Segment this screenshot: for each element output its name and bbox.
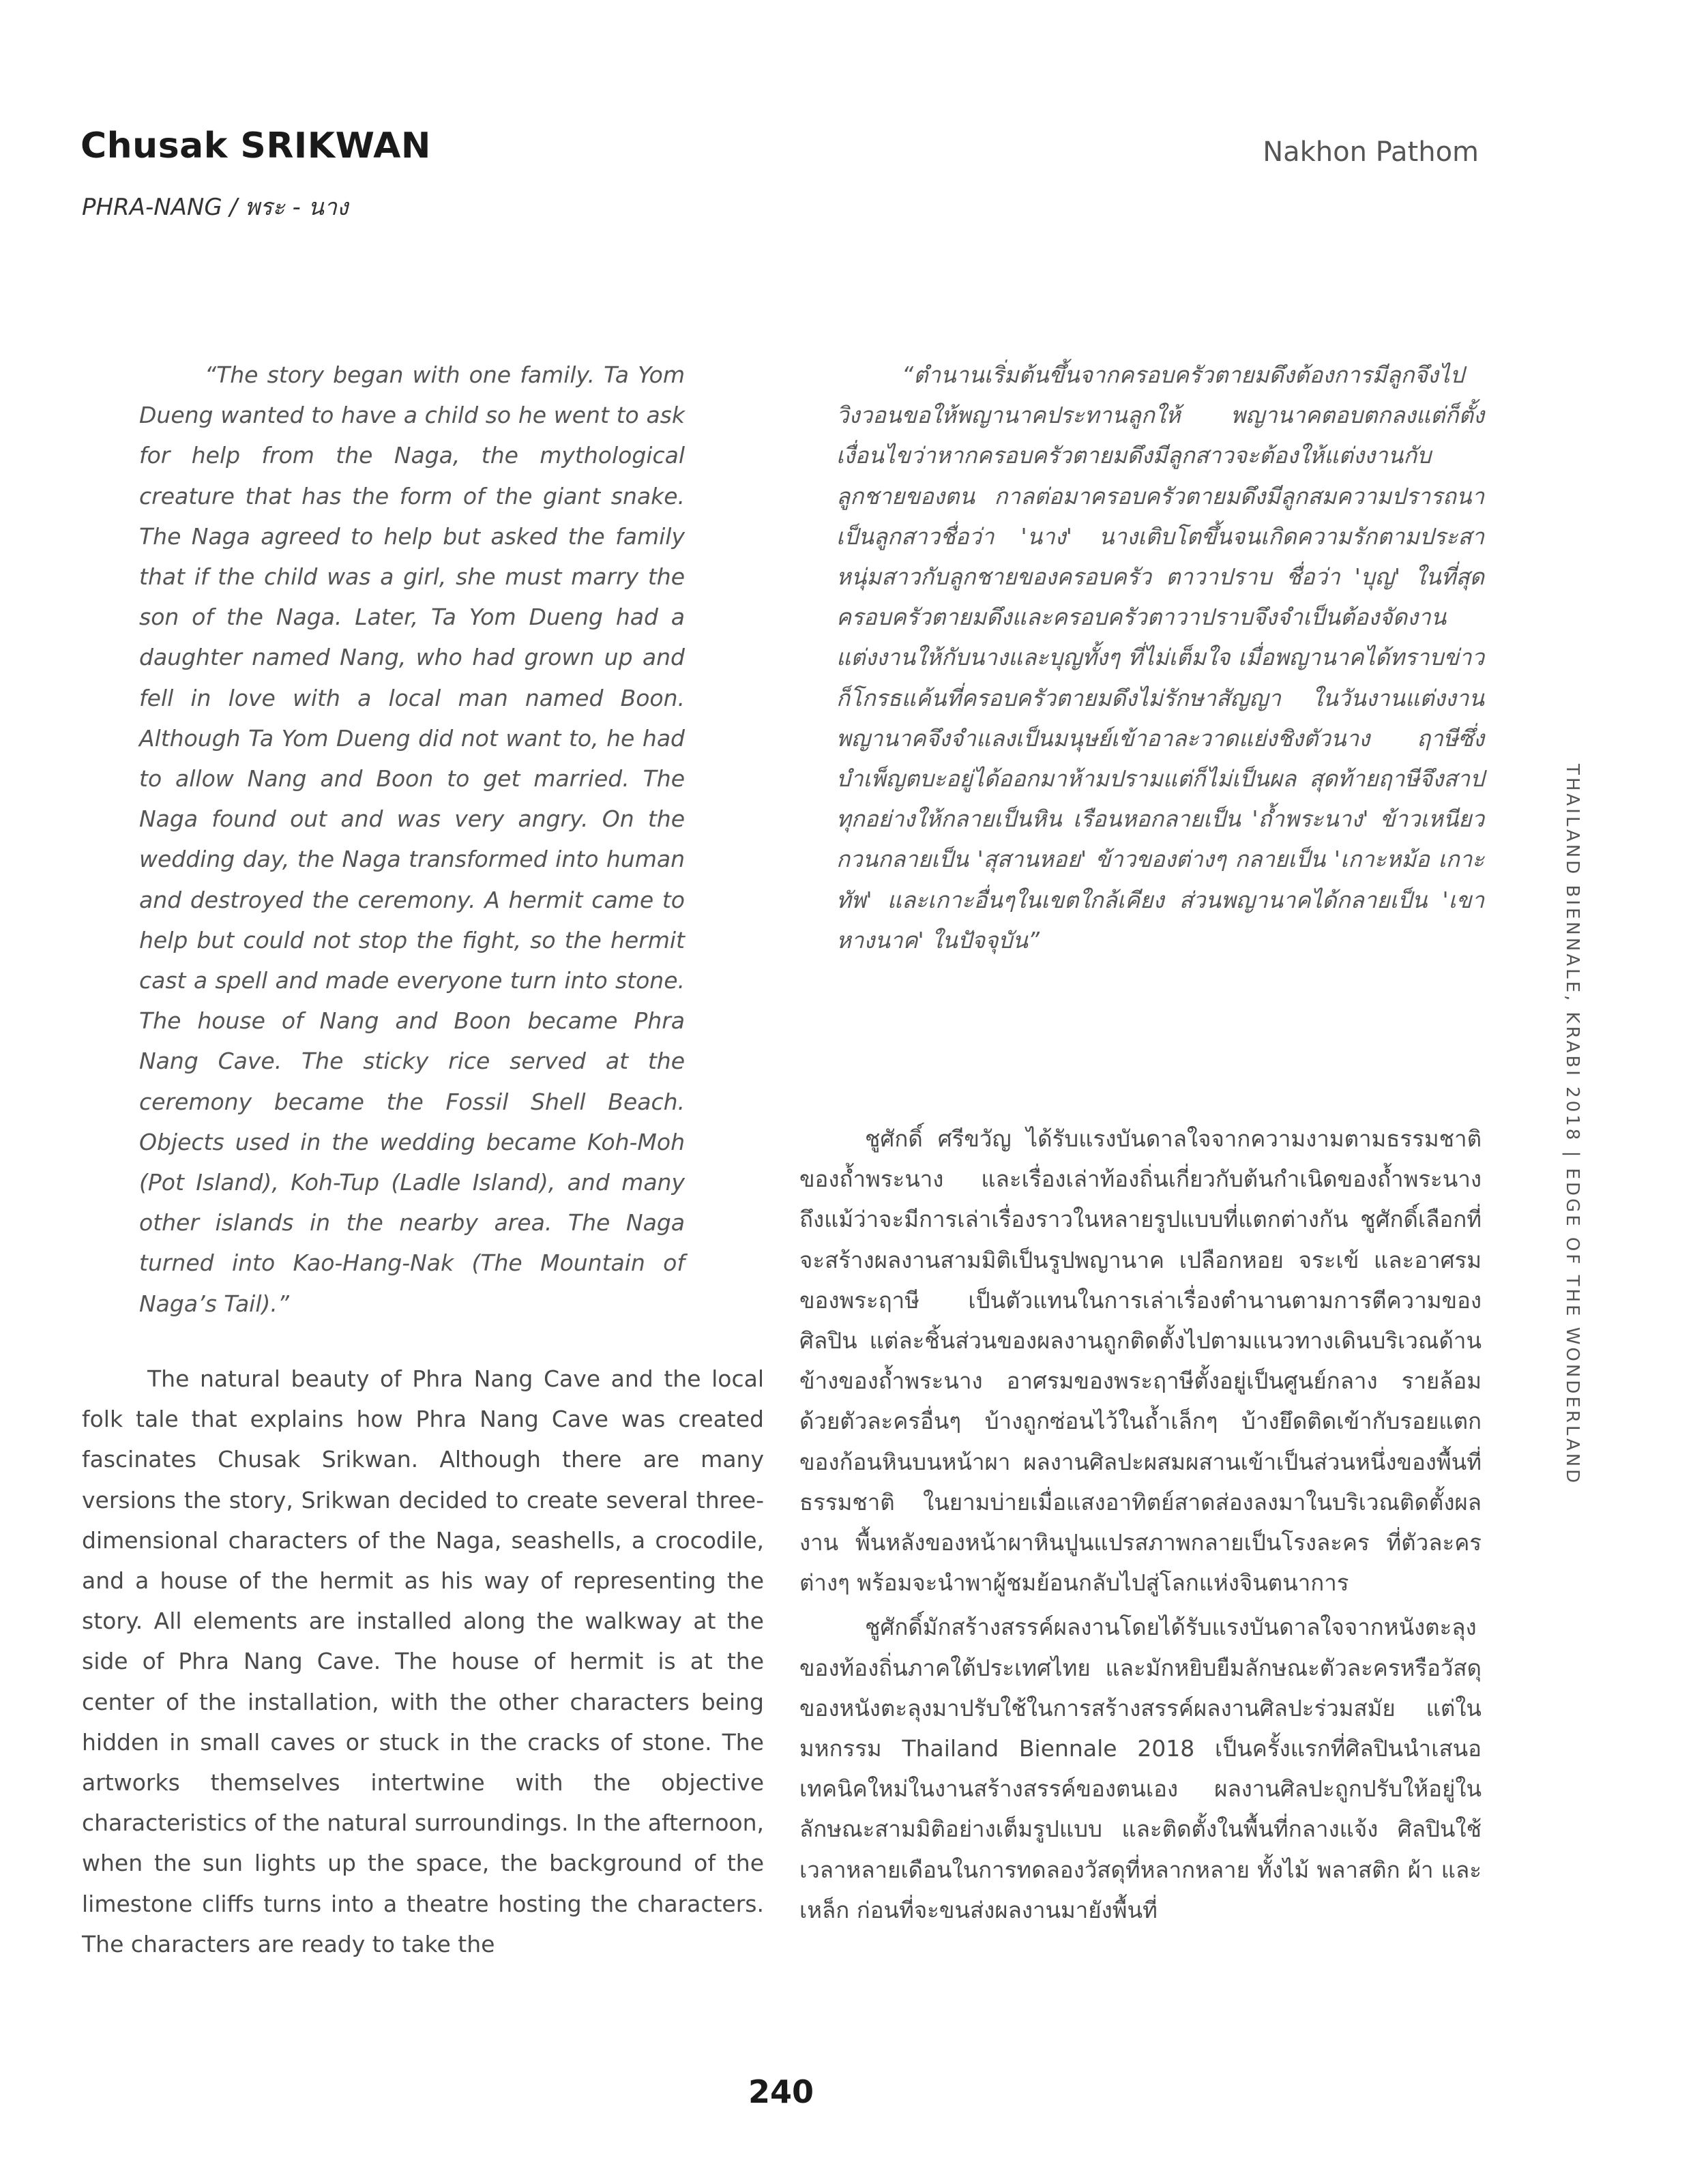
artist-name: Chusak SRIKWAN: [80, 125, 431, 166]
english-quote-paragraph: “The story began with one family. Ta Yom Dueng wanted to have a child so he went to ask for help from the Naga, the mythological creature that has the form of the giant snake. The Naga agreed to help but asked the family that if the child was a girl, she must marry the son of the Naga. Later, Ta Yom Dueng had a daughter named Nang, who had grown up and fell in love with a local man named Boon. Although Ta Yom Dueng did not want to, he had to allow Nang and Boon to get married. The Naga found out and was very angry. On the wedding day, the Naga transformed into human and destroyed the ceremony. A hermit came to help but could not stop the fight, so the hermit cast a spell and made everyone turn into stone. The house of Nang and Boon became Phra Nang Cave. The sticky rice served at the ceremony became the Fossil Shell Beach. Objects used in the wedding became Koh-Moh (Pot Island), Koh-Tup (Ladle Island), and many other islands in the nearby area. The Naga turned into Kao-Hang-Nak (The Mountain of Naga’s Tail).”: [139, 361, 685, 1317]
artwork-title: PHRA-NANG / พระ - นาง: [82, 194, 349, 221]
thai-body-paragraph-2: ชูศักดิ์มักสร้างสรรค์ผลงานโดยได้รับแรงบันดาลใจจากหนังตะลุงของท้องถิ่นภาคใต้ประเทศไทย และมักหยิบยืมลักษณะตัวละครหรือวัสดุของหนังตะลุงมาปรับใช้ในการสร้างสรรค์ผลงานศิลปะร่วมสมัย แต่ในมหกรรม Thailand Biennale 2018 เป็นครั้งแรกที่ศิลปินนำเสนอเทคนิคใหม่ในงานสร้างสรรค์ของตนเอง ผลงานศิลปะถูกปรับให้อยู่ในลักษณะสามมิติอย่างเต็มรูปแบบ และติดตั้งในพื้นที่กลางแจ้ง ศิลปินใช้เวลาหลายเดือนในการทดลองวัสดุที่หลากหลาย ทั้งไม้ พลาสติก ผ้า และเหล็ก ก่อนที่จะขนส่งผลงานมายังพื้นที่: [799, 1614, 1482, 1923]
thai-description: [799, 1119, 1482, 1930]
artist-location: Nakhon Pathom: [1263, 136, 1479, 168]
english-description: [82, 1359, 764, 1964]
running-side-header: THAILAND BIENNALE, KRABI 2018 | EDGE OF THE WONDERLAND: [1562, 764, 1582, 1486]
thai-folk-tale-quote: [836, 355, 1484, 960]
thai-quote-paragraph: “ตำนานเริ่มต้นขึ้นจากครอบครัวตายมดึงต้องการมีลูกจึงไปวิงวอนขอให้พญานาคประทานลูกให้ พญานาคตอบตกลงแต่ก็ตั้งเงื่อนไขว่าหากครอบครัวตายมดึงมีลูกสาวจะต้องให้แต่งงานกับลูกชายของตน กาลต่อมาครอบครัวตายมดึงมีลูกสมความปรารถนาเป็นลูกสาวชื่อว่า 'นาง' นางเติบโตขึ้นจนเกิดความรักตามประสาหนุ่มสาวกับลูกชายของครอบครัว ตาวาปราบ ชื่อว่า 'บุญ' ในที่สุดครอบครัวตายมดึงและครอบครัวตาวาปราบจึงจำเป็นต้องจัดงานแต่งงานให้กับนางและบุญทั้งๆ ที่ไม่เต็มใจ เมื่อพญานาคได้ทราบข่าวก็โกรธแค้นที่ครอบครัวตายมดึงไม่รักษาสัญญา ในวันงานแต่งงานพญานาคจึงจำแลงเป็นมนุษย์เข้าอาละวาดแย่งชิงตัวนาง ฤาษีซึ่งบำเพ็ญตบะอยู่ได้ออกมาห้ามปรามแต่ก็ไม่เป็นผล สุดท้ายฤาษีจึงสาปทุกอย่างให้กลายเป็นหิน เรือนหอกลายเป็น 'ถ้ำพระนาง' ข้าวเหนียวกวนกลายเป็น 'สุสานหอย' ข้าวของต่างๆ กลายเป็น 'เกาะหม้อ เกาะทัพ' และเกาะอื่นๆในเขตใกล้เคียง ส่วนพญานาคได้กลายเป็น 'เขาหางนาค' ในปัจจุบัน”: [836, 361, 1484, 953]
english-body-paragraph: The natural beauty of Phra Nang Cave and the local folk tale that explains how Phra Nang Cave was created fascinates Chusak Srikwan. Although there are many versions the story, Srikwan decided to create several three-dimensional characters of the Naga, seashells, a crocodile, and a house of the hermit as his way of representing the story. All elements are installed along the walkway at the side of Phra Nang Cave. The house of hermit is at the center of the installation, with the other characters being hidden in small caves or stuck in the cracks of stone. The artworks themselves intertwine with the objective characteristics of the natural surroundings. In the afternoon, when the sun lights up the space, the background of the limestone cliffs turns into a theatre hosting the characters. The characters are ready to take the: [82, 1365, 764, 1957]
page-number: 240: [748, 2073, 814, 2110]
english-folk-tale-quote: [139, 355, 685, 1324]
thai-body-paragraph-1: ชูศักดิ์ ศรีขวัญ ได้รับแรงบันดาลใจจากความงามตามธรรมชาติของถ้ำพระนาง และเรื่องเล่าท้องถิ่นเกี่ยวกับต้นกำเนิดของถ้ำพระนาง ถึงแม้ว่าจะมีการเล่าเรื่องราวในหลายรูปแบบที่แตกต่างกัน ชูศักดิ์เลือกที่จะสร้างผลงานสามมิติเป็นรูปพญานาค เปลือกหอย จระเข้ และอาศรมของพระฤาษี เป็นตัวแทนในการเล่าเรื่องตำนานตามการตีความของศิลปิน แต่ละชิ้นส่วนของผลงานถูกติดตั้งไปตามแนวทางเดินบริเวณด้านข้างของถ้ำพระนาง อาศรมของพระฤาษีตั้งอยู่เป็นศูนย์กลาง รายล้อมด้วยตัวละครอื่นๆ บ้างถูกซ่อนไว้ในถ้ำเล็กๆ บ้างยึดติดเข้ากับรอยแตกของก้อนหินบนหน้าผา ผลงานศิลปะผสมผสานเข้าเป็นส่วนหนึ่งของพื้นที่ธรรมชาติ ในยามบ่ายเมื่อแสงอาทิตย์สาดส่องลงมาในบริเวณติดตั้งผลงาน พื้นหลังของหน้าผาหินปูนแปรสภาพกลายเป็นโรงละคร ที่ตัวละครต่างๆ พร้อมจะนำพาผู้ชมย้อนกลับไปสู่โลกแห่งจินตนาการ: [799, 1125, 1482, 1597]
